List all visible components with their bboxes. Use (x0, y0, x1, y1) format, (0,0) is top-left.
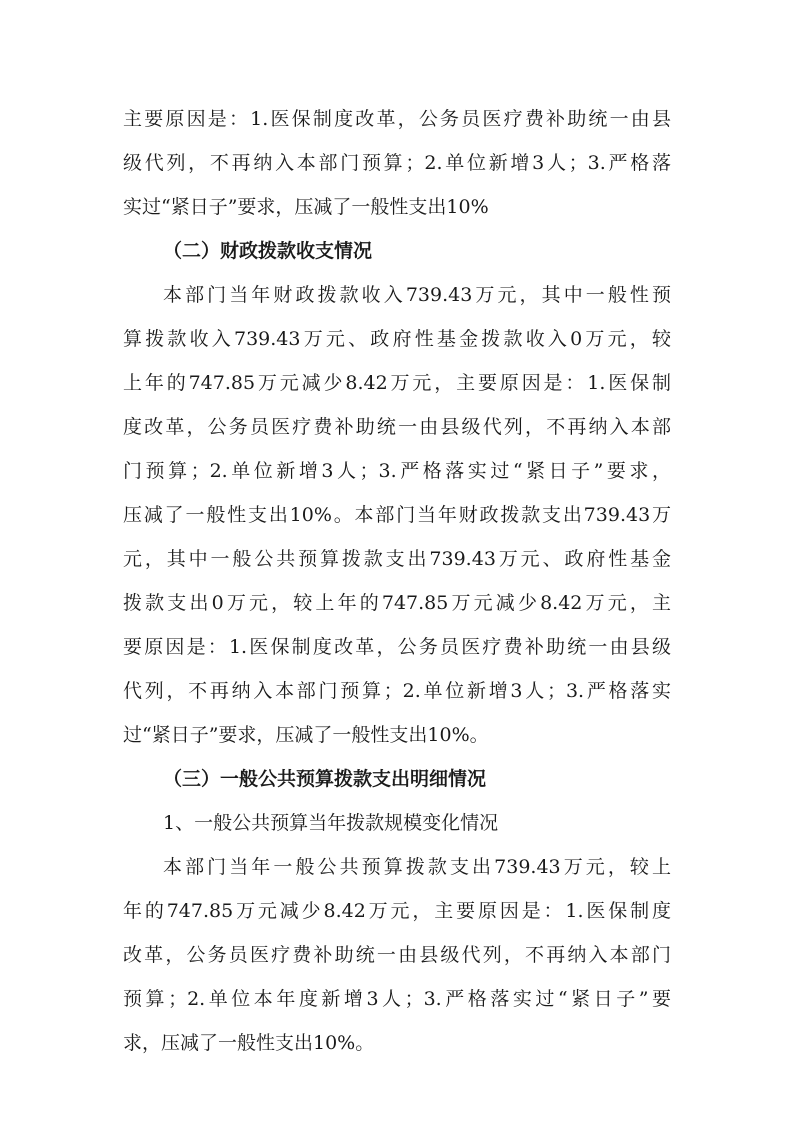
paragraph-line: 改革，公务员医疗费补助统一由县级代列，不再纳入本部门 (123, 944, 671, 966)
section-heading: （三）一般公共预算拨款支出明细情况 (163, 768, 487, 790)
paragraph-line: 算拨款收入739.43万元、政府性基金拨款收入0万元，较 (123, 328, 671, 350)
paragraph-line: 元，其中一般公共预算拨款支出739.43万元、政府性基金 (123, 548, 671, 570)
paragraph-line: 要原因是：1.医保制度改革，公务员医疗费补助统一由县级 (123, 636, 671, 658)
paragraph-line: 门预算；2.单位新增3人；3.严格落实过“紧日子”要求， (123, 460, 671, 482)
paragraph-line: 度改革，公务员医疗费补助统一由县级代列，不再纳入本部 (123, 416, 671, 438)
paragraph-line: 压减了一般性支出10%。本部门当年财政拨款支出739.43万 (123, 504, 671, 526)
paragraph-line: 求，压减了一般性支出10%。 (123, 1032, 375, 1054)
section-heading: （二）财政拨款收支情况 (163, 240, 373, 262)
paragraph-line: 拨款支出0万元，较上年的747.85万元减少8.42万元，主 (123, 592, 671, 614)
paragraph-line: 本部门当年一般公共预算拨款支出739.43万元，较上 (163, 856, 671, 878)
paragraph-line: 年的747.85万元减少8.42万元，主要原因是：1.医保制度 (123, 900, 671, 922)
paragraph-line: 过“紧日子”要求，压减了一般性支出10%。 (123, 724, 489, 746)
paragraph-line: 实过“紧日子”要求，压减了一般性支出10% (123, 196, 489, 218)
paragraph-line: 代列，不再纳入本部门预算；2.单位新增3人；3.严格落实 (123, 680, 671, 702)
paragraph-line: 级代列，不再纳入本部门预算；2.单位新增3人；3.严格落 (123, 152, 671, 174)
paragraph-line: 主要原因是：1.医保制度改革，公务员医疗费补助统一由县 (123, 108, 671, 130)
paragraph-line: 预算；2.单位本年度新增3人；3.严格落实过“紧日子”要 (123, 988, 671, 1010)
subsection-title: 1、一般公共预算当年拨款规模变化情况 (163, 812, 499, 834)
paragraph-line: 本部门当年财政拨款收入739.43万元，其中一般性预 (163, 284, 671, 306)
paragraph-line: 上年的747.85万元减少8.42万元，主要原因是：1.医保制 (123, 372, 671, 394)
